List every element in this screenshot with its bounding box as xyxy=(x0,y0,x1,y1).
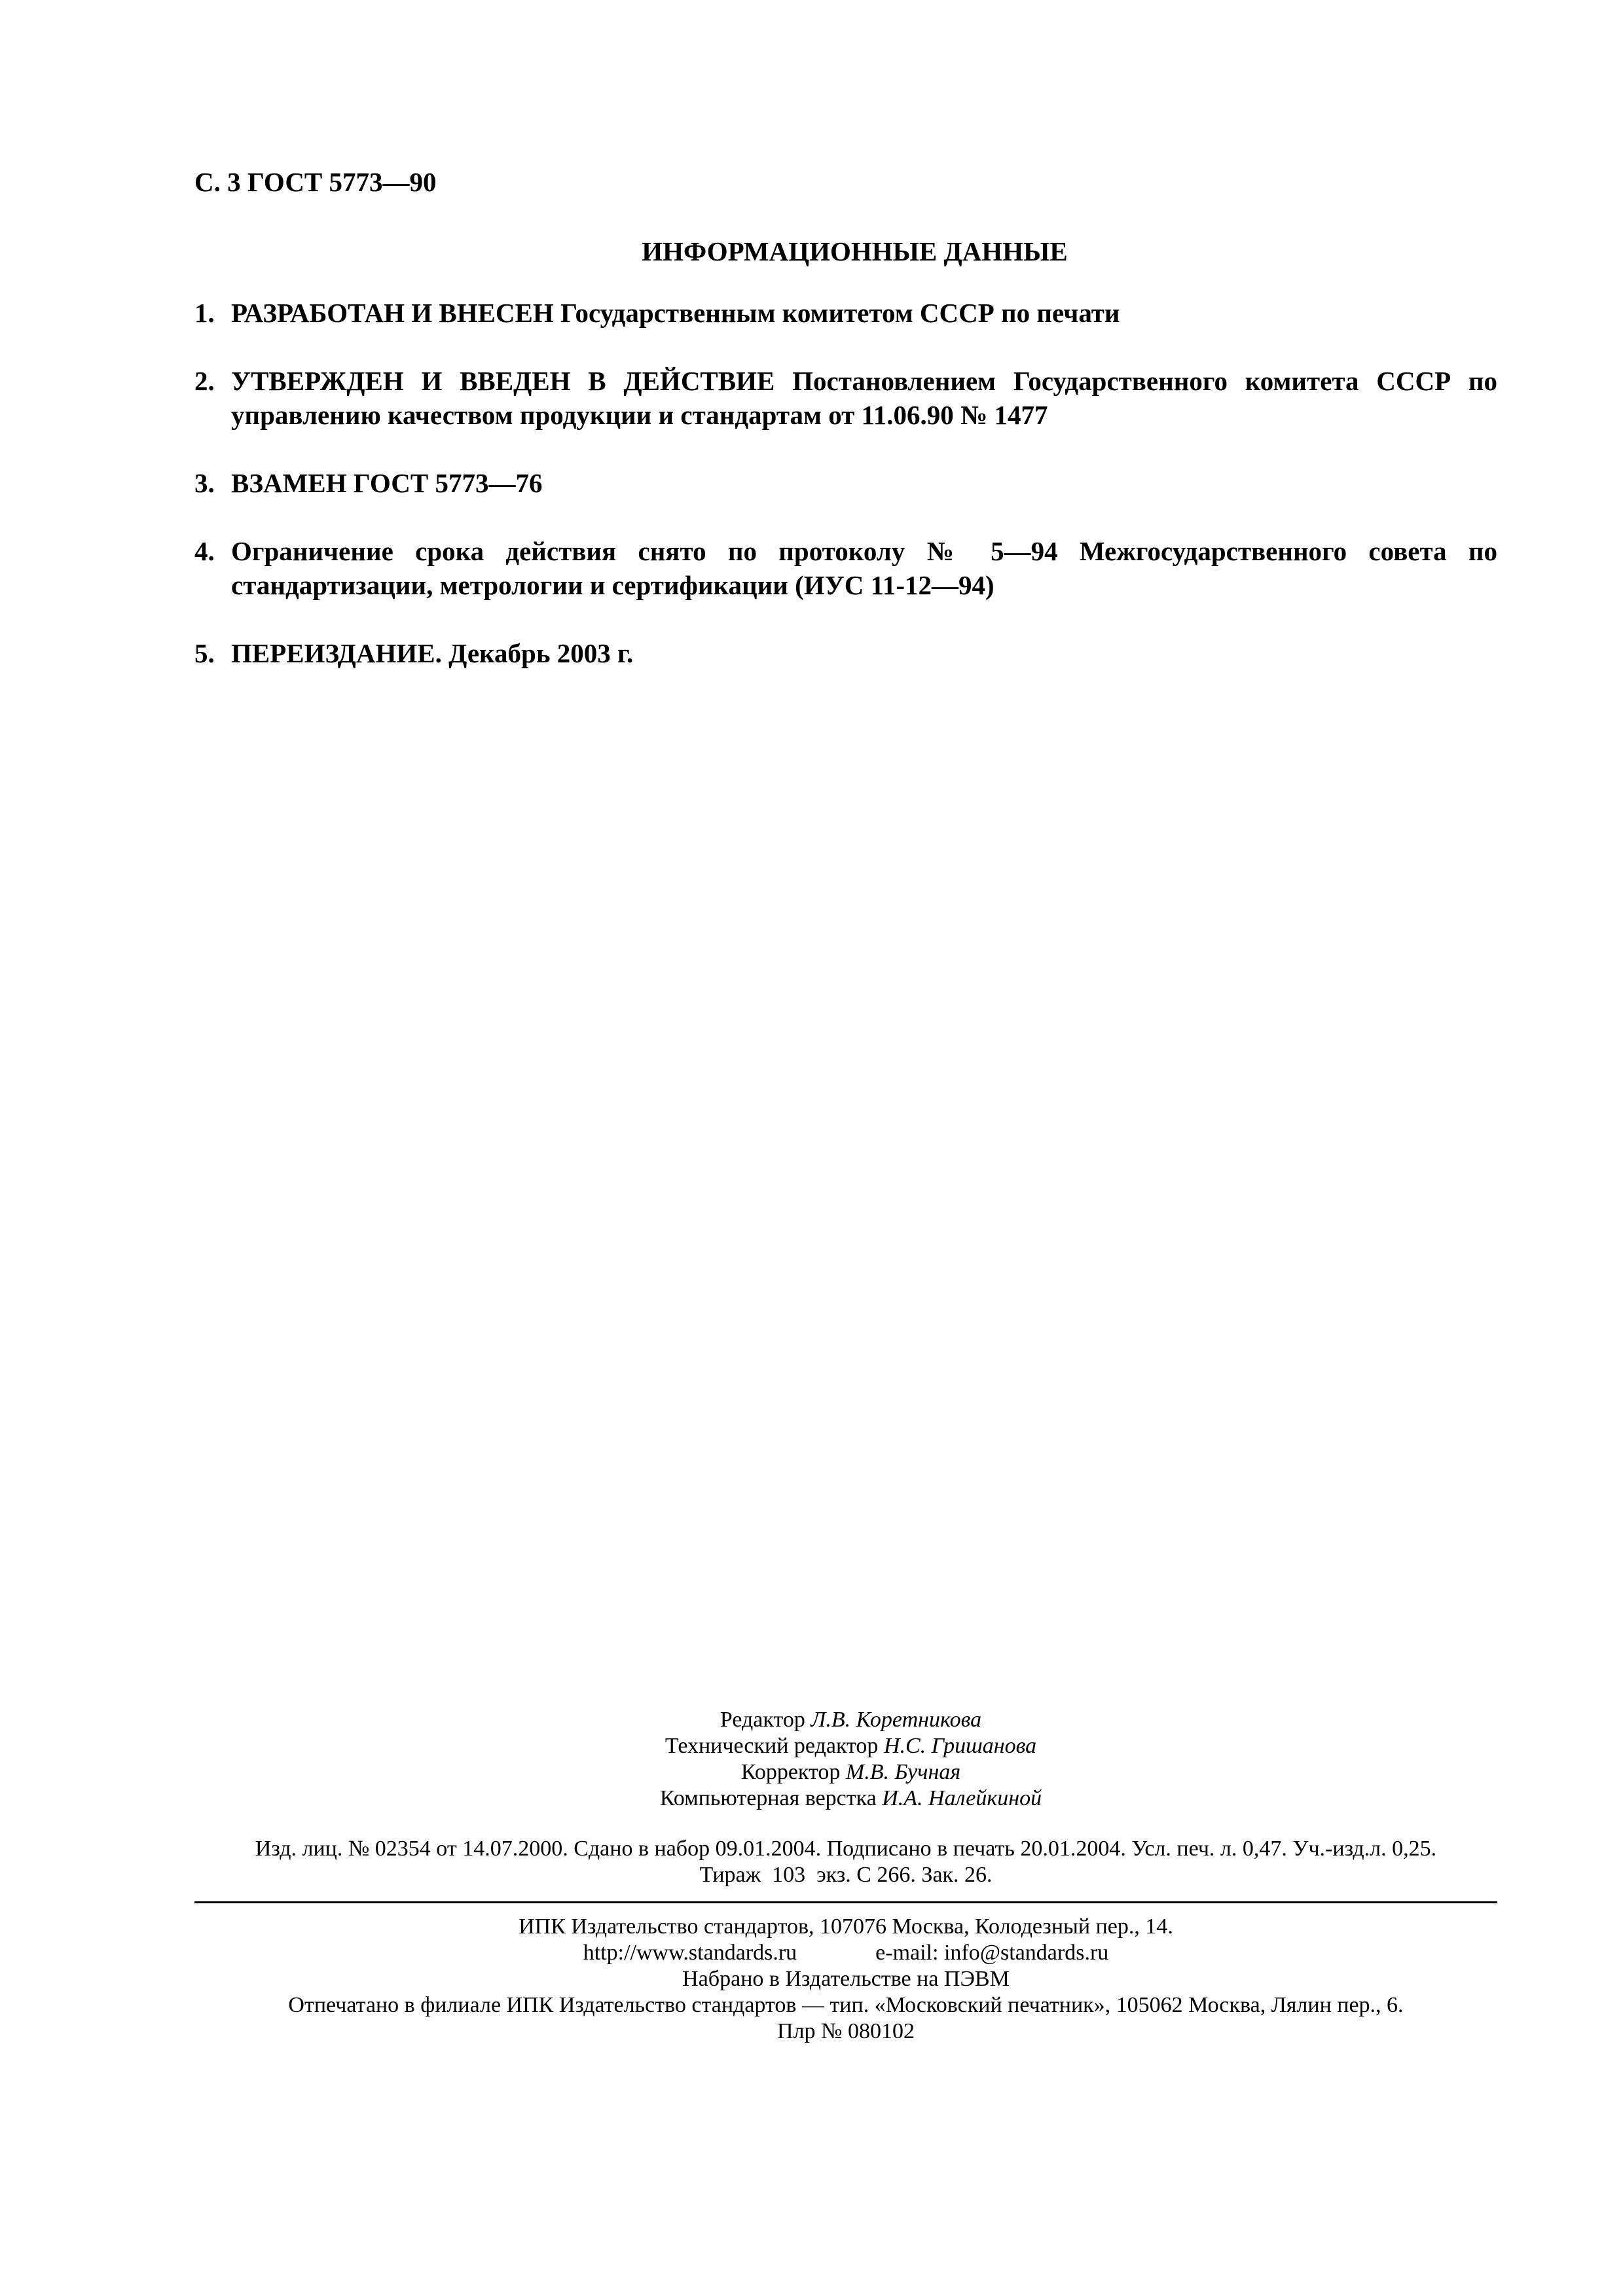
credit-name: Л.В. Коретникова xyxy=(811,1708,982,1732)
publisher-block xyxy=(194,1914,1497,2045)
item-text xyxy=(231,296,1497,330)
item-body: Декабрь 2003 г. xyxy=(448,638,634,668)
item-text xyxy=(231,636,1497,670)
credit-name: Н.С. Гришанова xyxy=(883,1734,1037,1758)
item-lead: ПЕРЕИЗДАНИЕ. xyxy=(231,638,442,668)
publisher-printed: Отпечатано в филиале ИПК Издательство стандартов — тип. «Московский печатник», 105062 Москва, Лялин пер., 6. xyxy=(288,1993,1404,2017)
credit-name: М.В. Бучная xyxy=(845,1760,961,1784)
item-lead: РАЗРАБОТАН И ВНЕСЕН xyxy=(231,298,554,328)
item-number: 5. xyxy=(194,638,215,668)
item-lead: УТВЕРЖДЕН И ВВЕДЕН В ДЕЙСТВИЕ xyxy=(231,366,775,396)
info-item-4 xyxy=(194,534,1497,602)
publisher-license: Плр № 080102 xyxy=(777,2019,915,2043)
publisher-contacts xyxy=(194,1940,1497,1966)
credit-role: Компьютерная верстка xyxy=(659,1786,877,1810)
section-title: ИНФОРМАЦИОННЫЕ ДАННЫЕ xyxy=(642,236,1068,266)
info-list xyxy=(194,296,1497,704)
imprint-line-2: Тираж 103 экз. С 266. Зак. 26. xyxy=(699,1863,993,1887)
item-text xyxy=(231,364,1497,432)
imprint-block xyxy=(194,1836,1497,1888)
page-header: С. 3 ГОСТ 5773—90 xyxy=(194,167,437,197)
item-body: Государственным комитетом СССР по печати xyxy=(560,298,1120,328)
credit-layout xyxy=(0,1785,1623,1812)
item-lead: ВЗАМЕН ГОСТ 5773—76 xyxy=(231,468,543,498)
credit-tech-editor xyxy=(0,1733,1623,1759)
item-number: 4. xyxy=(194,536,215,566)
item-number: 3. xyxy=(194,468,215,498)
item-text xyxy=(231,534,1497,602)
imprint-line-1: Изд. лиц. № 02354 от 14.07.2000. Сдано в набор 09.01.2004. Подписано в печать 20.01.2004. Усл. печ. л. 0,47. Уч.-изд.л. 0,25. xyxy=(255,1837,1437,1861)
credit-role: Технический редактор xyxy=(665,1734,879,1758)
publisher-website-link[interactable]: http://www.standards.ru xyxy=(583,1941,797,1965)
publisher-typeset: Набрано в Издательстве на ПЭВМ xyxy=(682,1967,1010,1991)
credit-editor xyxy=(0,1707,1623,1733)
credit-proofreader xyxy=(0,1759,1623,1785)
item-number: 1. xyxy=(194,298,215,328)
credit-role: Редактор xyxy=(720,1708,805,1732)
credits-block xyxy=(0,1707,1623,1812)
info-item-1 xyxy=(194,296,1497,330)
info-item-3 xyxy=(194,466,1497,500)
item-text xyxy=(231,466,1497,500)
info-item-2 xyxy=(194,364,1497,432)
divider-rule xyxy=(194,1901,1497,1903)
credit-name: И.А. Налейкиной xyxy=(882,1786,1042,1810)
item-body: Ограничение срока действия снято по протоколу № 5—94 Межгосударственного совета по стандартизации, метрологии и сертификации (ИУС 11-12—94) xyxy=(231,536,1497,600)
item-number: 2. xyxy=(194,366,215,396)
credit-role: Корректор xyxy=(740,1760,841,1784)
info-item-5 xyxy=(194,636,1497,670)
item-body: Постановлением Государственного комитета СССР по управлению качеством продукции и стандартам от 11.06.90 № 1477 xyxy=(231,366,1497,430)
publisher-email-link[interactable]: e-mail: info@standards.ru xyxy=(875,1941,1109,1965)
publisher-address: ИПК Издательство стандартов, 107076 Москва, Колодезный пер., 14. xyxy=(519,1914,1173,1939)
